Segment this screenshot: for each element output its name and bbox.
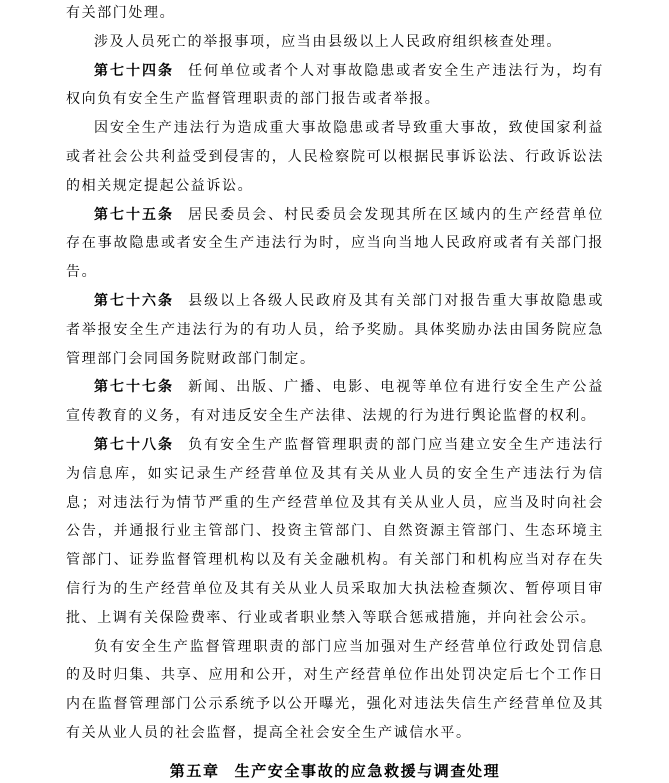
chapter-title: 生产安全事故的应急救援与调查处理 xyxy=(234,763,501,780)
body-paragraph xyxy=(66,29,604,58)
paragraph-text: 居民委员会、村民委员会发现其所在区域内的生产经营单位存在事故隐患或者安全生产违法行为时，应当向当地人民政府或者有关部门报告。 xyxy=(66,207,605,281)
article-paragraph xyxy=(66,374,604,432)
paragraph-text: 负有安全生产监督管理职责的部门应当建立安全生产违法行为信息库，如实记录生产经营单位及其有关从业人员的安全生产违法行为信息；对违法行为情节严重的生产经营单位及其有关从业人员，应当及时向社会公告，并通报行业主管部门、投资主管部门、自然资源主管部门、生态环境主管部门、证券监督管理机构以及有关金融机构。有关部门和机构应当对存在失信行为的生产经营单位及其有关从业人员采取加大执法检查频次、暂停项目审批、上调有关保险费率、行业或者职业禁入等联合惩戒措施，并向社会公示。 xyxy=(66,437,605,626)
article-paragraph xyxy=(66,432,604,634)
document-body xyxy=(66,0,604,749)
chapter-heading xyxy=(66,758,604,783)
paragraph-text: 新闻、出版、广播、电影、电视等单位有进行安全生产公益宣传教育的义务，有对违反安全生产法律、法规的行为进行舆论监督的权利。 xyxy=(66,380,605,425)
article-number: 第七十四条 xyxy=(94,63,175,79)
article-number: 第七十五条 xyxy=(94,207,175,223)
paragraph-text: 因安全生产违法行为造成重大事故隐患或者导致重大事故，致使国家利益或者社会公共利益受到侵害的，人民检察院可以根据民事诉讼法、行政诉讼法的相关规定提起公益诉讼。 xyxy=(66,121,604,194)
article-number: 第七十六条 xyxy=(94,293,175,309)
paragraph-text: 有关部门处理。 xyxy=(66,6,176,21)
body-paragraph xyxy=(66,115,604,201)
article-paragraph xyxy=(66,288,604,374)
article-number: 第七十七条 xyxy=(94,380,175,396)
paragraph-text: 负有安全生产监督管理职责的部门应当加强对生产经营单位行政处罚信息的及时归集、共享、应用和公开，对生产经营单位作出处罚决定后七个工作日内在监督管理部门公示系统予以公开曝光，强化对违法失信生产经营单位及其有关从业人员的社会监督，提高全社会安全生产诚信水平。 xyxy=(66,639,604,741)
chapter-number: 第五章 xyxy=(169,763,220,780)
paragraph-text: 县级以上各级人民政府及其有关部门对报告重大事故隐患或者举报安全生产违法行为的有功人员，给予奖励。具体奖励办法由国务院应急管理部门会同国务院财政部门制定。 xyxy=(66,293,605,367)
paragraph-text: 任何单位或者个人对事故隐患或者安全生产违法行为，均有权向负有安全生产监督管理职责的部门报告或者举报。 xyxy=(66,63,605,108)
body-paragraph xyxy=(66,634,604,749)
body-paragraph xyxy=(66,0,604,29)
article-paragraph xyxy=(66,58,604,116)
article-paragraph xyxy=(66,202,604,288)
paragraph-text: 涉及人员死亡的举报事项，应当由县级以上人民政府组织核查处理。 xyxy=(94,34,562,50)
article-number: 第七十八条 xyxy=(94,437,175,453)
